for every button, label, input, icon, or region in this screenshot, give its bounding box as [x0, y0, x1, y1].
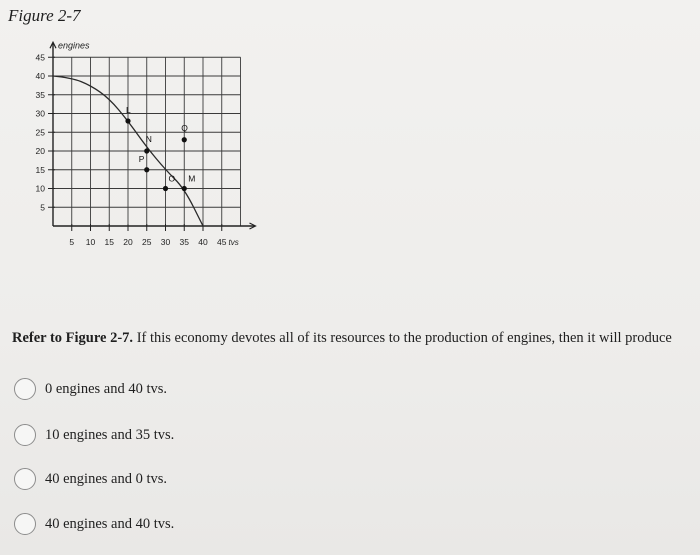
y-tick-label: 40: [35, 71, 45, 81]
x-tick-label: 25: [142, 237, 152, 247]
point-l: [125, 118, 130, 123]
question-text: [12, 330, 672, 347]
y-axis-label: engines: [58, 40, 90, 51]
option-2[interactable]: [14, 424, 174, 446]
radio-button[interactable]: [14, 424, 36, 446]
point-label-q: Q: [181, 122, 188, 133]
point-p: [144, 167, 149, 172]
y-tick-label: 30: [35, 108, 45, 119]
point-label-p: P: [138, 153, 145, 164]
option-1[interactable]: [14, 378, 167, 400]
figure-reference: Refer to Figure 2-7.: [12, 330, 134, 346]
point-q: [182, 137, 187, 142]
question-body: If this economy devotes all of its resources to the production of engines, then it will produce: [133, 330, 672, 346]
x-tick-label: 30: [160, 237, 171, 247]
y-tick-label: 35: [35, 89, 45, 100]
option-label: 40 engines and 40 tvs.: [45, 515, 175, 532]
y-tick-label: 45: [35, 52, 45, 63]
option-label: 40 engines and 0 tvs.: [45, 470, 168, 487]
chart-points: [125, 105, 195, 191]
x-tick-label: 5: [69, 237, 75, 247]
x-tick-label: 45: [217, 237, 227, 247]
point-label-l: L: [126, 105, 131, 115]
figure-title: Figure 2-7: [8, 6, 81, 25]
chart-axes: [50, 42, 256, 229]
x-tick-label: 15: [104, 237, 114, 247]
radio-button[interactable]: [14, 513, 36, 535]
x-axis-label: tvs: [228, 238, 239, 247]
y-tick-label: 20: [35, 146, 45, 156]
option-4[interactable]: [14, 513, 174, 535]
x-tick-label: 20: [123, 237, 133, 247]
x-tick-label: 10: [85, 237, 96, 247]
point-label-n: N: [145, 134, 152, 144]
option-label: 10 engines and 35 tvs.: [45, 426, 175, 443]
point-label-m: M: [188, 173, 196, 184]
point-label-o: O: [168, 173, 176, 184]
radio-button[interactable]: [14, 378, 36, 400]
point-n: [144, 148, 149, 153]
y-tick-label: 25: [35, 127, 45, 138]
ppf-chart: [30, 38, 270, 253]
y-tick-label: 15: [35, 164, 45, 175]
option-label: 0 engines and 40 tvs.: [45, 380, 168, 397]
y-tick-label: 10: [35, 183, 45, 194]
x-tick-label: 35: [179, 237, 189, 247]
chart-ticks: [36, 52, 227, 247]
point-m: [182, 186, 187, 191]
radio-button[interactable]: [14, 468, 36, 490]
y-tick-label: 5: [40, 202, 45, 213]
x-tick-label: 40: [198, 237, 208, 247]
point-o: [163, 186, 168, 191]
option-3[interactable]: [14, 468, 167, 490]
